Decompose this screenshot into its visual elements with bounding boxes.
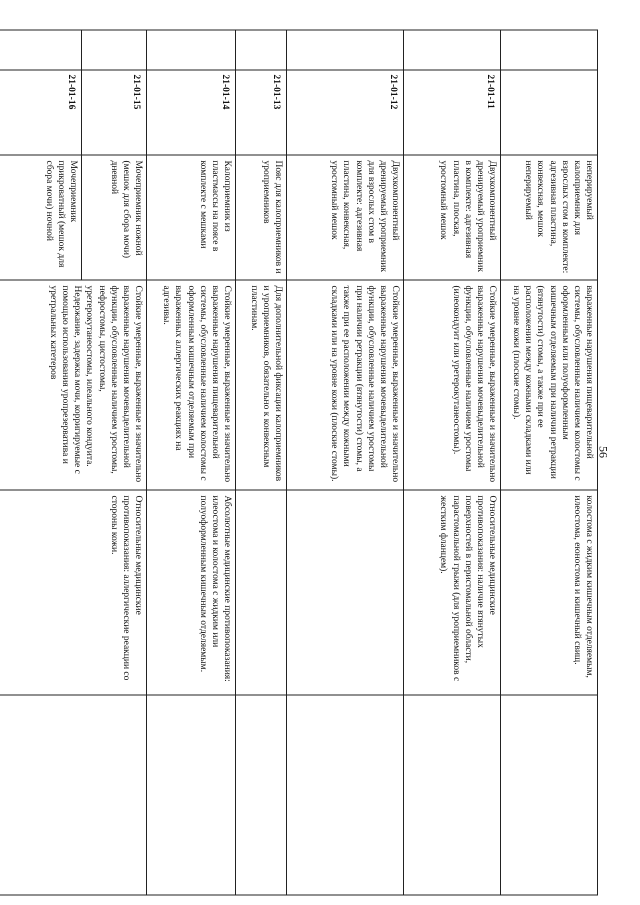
product-name: Мочеприемник ножной (мешок для сбора мочи) дневной [82, 155, 147, 280]
product-name: Калоприемник из пластмассы на поясе в комплекте с мешками [147, 155, 236, 280]
product-code: 21-01-12 [287, 70, 404, 155]
table-row [501, 30, 598, 895]
blank-cell [0, 695, 147, 895]
blank-cell [236, 695, 287, 895]
product-code [501, 70, 598, 155]
blank-cell [0, 30, 82, 70]
blank-cell [147, 30, 236, 70]
blank-cell [501, 695, 598, 895]
product-code: 21-01-14 [147, 70, 236, 155]
product-code: 21-01-15 [82, 70, 147, 155]
blank-cell [404, 30, 501, 70]
blank-cell [82, 30, 147, 70]
contraindications-cell: колостома с жидким кишечным отделяемым, илеостома, еюностома и кишечный свищ. [501, 490, 598, 695]
indications-cell: Стойкие умеренные, выраженные и значительно выраженные нарушения мочевыделительной функции, обусловленные наличием уростомы при наличии ретракции (втянутости) стомы, а также при ее расположении между кожными складками или на уровне кожи (плоские стомы). [287, 280, 404, 490]
blank-cell [147, 695, 236, 895]
product-name: Мочеприемник прикроватный (мешок для сбора мочи) ночной [0, 155, 82, 280]
indications-cell: Стойкие умеренные, выраженные и значительно выраженные нарушения пищеварительной системы, обусловленные наличием колостомы с оформленным кишечным отделяемым при выраженных аллергических реакциях на адгезивы. [147, 280, 236, 490]
blank-cell [287, 30, 404, 70]
blank-cell [236, 30, 287, 70]
product-name: неперируемый калоприемник для взрослых стом в комплекте: адгезивная пластина, конвексная, мешок неперируемый [501, 155, 598, 280]
table-row [147, 30, 236, 895]
product-name: Двухкомпонентный дренируемый уроприемник для взрослых стом в комплекте: адгезивная пластина, конвексная, уростомный мешок [287, 155, 404, 280]
indications-cell: Стойкие умеренные, выраженные и значительно выраженные нарушения мочевыделительной функции, обусловленные наличием уростомы (илеокондуит или уретерокутанеостомы). [404, 280, 501, 490]
indications-cell: Стойкие умеренные, выраженные и значительно выраженные нарушения мочевыделительной функции, обусловленные наличием уростомы, нефростомы, цистостомы, уретерокутанеостомы, илеального кондуита. Недержание, задержка мочи, корригируемые с помощью использования уропрезерватива и уретральных катетеров [0, 280, 147, 490]
contraindications-cell: Относительные медицинские противопоказания: наличие втянутых поверхностей в перистомальной области, парастомальной грыжи (для уроприемников с жестким фланцем). [404, 490, 501, 695]
table-row [82, 30, 147, 895]
product-code: 21-01-11 [404, 70, 501, 155]
contraindications-cell [236, 490, 287, 695]
product-name: Двухкомпонентный дренируемый уроприемник в комплекте: адгезивная пластина, плоская, уростомный мешок [404, 155, 501, 280]
blank-cell [404, 695, 501, 895]
rotated-table-container [42, 30, 598, 895]
contraindications-cell: Относительные медицинские противопоказания: аллергические реакции со стороны кожи. [0, 490, 147, 695]
products-table [0, 30, 598, 896]
table-row [404, 30, 501, 895]
contraindications-cell [287, 490, 404, 695]
indications-cell: Для дополнительной фиксации калоприемников и уроприемников, обязательно к конвексным пластинам. [236, 280, 287, 490]
blank-cell [287, 695, 404, 895]
product-name: Пояс для калоприемников и уроприемников [236, 155, 287, 280]
blank-cell [501, 30, 598, 70]
contraindications-cell: Абсолютные медицинские противопоказания: илеостома и колостома с жидким или полуоформленным кишечным отделяемым. [147, 490, 236, 695]
product-code: 21-01-13 [236, 70, 287, 155]
page-number: 56 [596, 446, 611, 458]
product-code: 21-01-16 [0, 70, 82, 155]
table-row [287, 30, 404, 895]
table-row [236, 30, 287, 895]
indications-cell: выраженные нарушения пищеварительной системы, обусловленные наличием колостомы с оформленным или полуоформленным кишечным отделяемым при наличии ретракции (втянутости) стомы, а также при ее расположении между кожными складками или на уровне кожи (плоские стомы). [501, 280, 598, 490]
